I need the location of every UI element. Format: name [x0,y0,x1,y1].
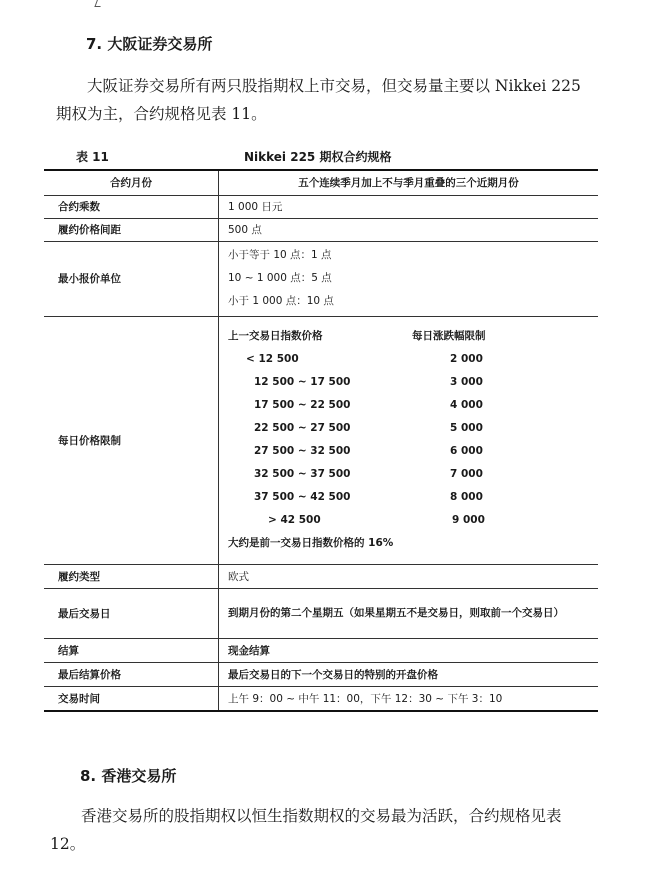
daily-limit-column-header: 每日涨跌幅限制 [412,330,486,342]
limit-band-row [228,417,598,440]
section-7-paragraph-line-1: 大阪证券交易所有两只股指期权上市交易，但交易量主要以 Nikkei 225 [87,77,581,95]
limit-band-row [228,486,598,509]
limit-band-value: 8 000 [450,491,483,503]
table-row [44,686,598,710]
limit-band-value: 5 000 [450,422,483,434]
table-caption-title: Nikkei 225 期权合约规格 [244,150,392,164]
section-7-paragraph [56,72,616,128]
limit-band-row [228,440,598,463]
trading-hours-value: 上午 9：00 ~ 中午 11：00，下午 12：30 ~ 下午 3：10 [219,686,599,710]
multiplier-label: 合约乘数 [44,195,219,218]
table-row [44,564,598,588]
section-8-paragraph-line-2: 12。 [50,835,86,853]
limit-band-value: 6 000 [450,445,483,457]
limit-band-range: 37 500 ~ 42 500 [254,491,351,503]
section-7-paragraph-line-2: 期权为主，合约规格见表 11。 [56,105,267,123]
limit-band-row [228,394,598,417]
limit-band-value: 9 000 [452,514,485,526]
table-row [44,638,598,662]
strike-interval-label: 履约价格间距 [44,218,219,241]
daily-limit-note [228,532,598,555]
section-8-paragraph-line-1: 香港交易所的股指期权以恒生指数期权的交易最为活跃，合约规格见表 [81,807,562,825]
daily-limit-label: 每日价格限制 [44,316,219,564]
contract-month-label: 合约月份 [44,171,219,195]
limit-band-value: 7 000 [450,468,483,480]
limit-band-range: 17 500 ~ 22 500 [254,399,351,411]
trading-hours-label: 交易时间 [44,686,219,710]
settlement-label: 结算 [44,638,219,662]
table-row [44,588,598,638]
tick-size-line: 小于等于 10 点：1 点 [228,249,332,261]
tick-size-value [219,241,599,316]
tick-size-label: 最小报价单位 [44,241,219,316]
table-row [44,218,598,241]
contract-spec-table [44,169,598,712]
limit-band-range: 27 500 ~ 32 500 [254,445,351,457]
limit-band-row [228,509,598,532]
table-caption-number: 表 11 [76,150,109,164]
contract-month-value: 五个连续季月加上不与季月重叠的三个近期月份 [298,177,519,190]
strike-interval-value: 500 点 [219,218,599,241]
exercise-style-value: 欧式 [219,564,599,588]
limit-band-range: > 42 500 [268,514,321,526]
limit-band-value: 4 000 [450,399,483,411]
tick-size-line: 10 ~ 1 000 点：5 点 [228,272,332,284]
daily-limit-note-text: 大约是前一交易日指数价格的 16% [228,537,394,549]
daily-limit-value [219,316,599,564]
limit-band-row [228,348,598,371]
section-7-heading: 7. 大阪证券交易所 [86,35,213,53]
section-8-heading: 8. 香港交易所 [80,767,177,785]
final-settlement-price-value: 最后交易日的下一个交易日的特别的开盘价格 [219,662,599,686]
table-row [44,662,598,686]
final-settlement-price-label: 最后结算价格 [44,662,219,686]
prev-price-column-header: 上一交易日指数价格 [228,330,323,342]
limit-band-range: 32 500 ~ 37 500 [254,468,351,480]
limit-band-range: < 12 500 [246,353,299,365]
corner-mark [94,0,103,7]
last-trading-day-value: 到期月份的第二个星期五（如果星期五不是交易日，则取前一个交易日） [219,588,599,638]
limit-band-range: 12 500 ~ 17 500 [254,376,351,388]
tick-size-line: 小于 1 000 点：10 点 [228,295,334,307]
limit-band-value: 3 000 [450,376,483,388]
settlement-value: 现金结算 [219,638,599,662]
limit-band-row [228,463,598,486]
section-8-paragraph [50,802,620,858]
limit-band-value: 2 000 [450,353,483,365]
table-row [44,195,598,218]
limit-band-range: 22 500 ~ 27 500 [254,422,351,434]
exercise-style-label: 履约类型 [44,564,219,588]
last-trading-day-label: 最后交易日 [44,588,219,638]
daily-limit-header [228,325,598,348]
table-row [44,171,598,195]
limit-band-row [228,371,598,394]
multiplier-value: 1 000 日元 [219,195,599,218]
table-row [44,241,598,316]
table-row [44,316,598,564]
